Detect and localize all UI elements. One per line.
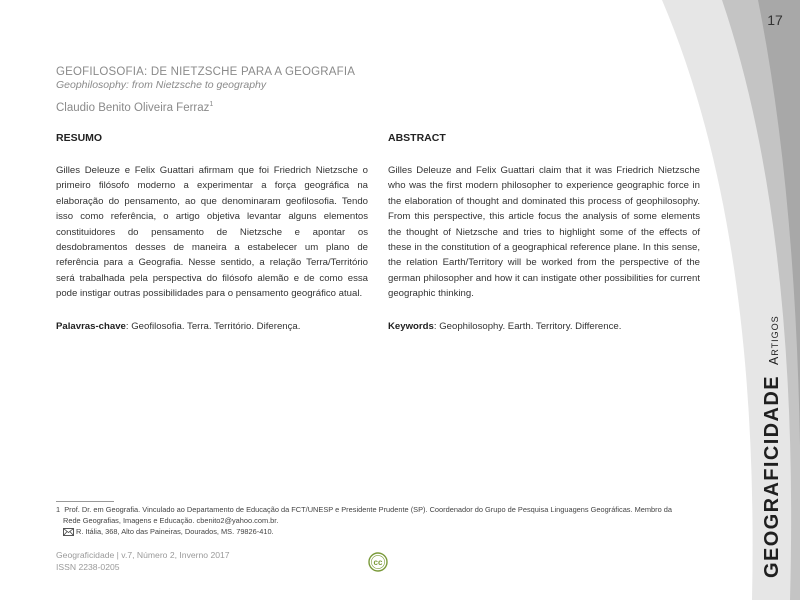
- footnote-line-3: [56, 526, 706, 537]
- abstract-keywords-label: Keywords: [388, 320, 434, 332]
- creative-commons-icon: [368, 552, 388, 572]
- journal-brand-vertical: [761, 315, 784, 578]
- resumo-keywords: [56, 319, 368, 334]
- abstract-body: Gilles Deleuze and Felix Guattari claim that it was Friedrich Nietzsche who was the first modern philosopher to experience geographic force in the elaboration of thought and dominated this process of geophilosophy. From this perspective, this article focus the analysis of some elements the thought of Nietzsche and tries to highlight some of the effects of these in the constitution of a geographical reference plane. In this sense, the relation Earth/Territory will be worked from the perspective of the german philosopher and how it can instigate other possibilities for current geographic thinking.: [388, 165, 700, 300]
- page-number: 17: [767, 12, 783, 28]
- abstract-section: [388, 131, 700, 334]
- journal-issn: ISSN 2238-0205: [56, 562, 120, 572]
- author-name: Claudio Benito Oliveira Ferraz: [56, 101, 210, 114]
- author: [56, 98, 656, 115]
- resumo-section: [56, 131, 368, 334]
- footnote-line-2: Rede Geografias, Imagens e Educação. cbenito2@yahoo.com.br.: [63, 516, 279, 525]
- footnote: [56, 504, 706, 537]
- abstract-heading: ABSTRACT: [388, 132, 446, 144]
- footnote-address: R. Itália, 368, Alto das Paineiras, Dourados, MS. 79826-410.: [76, 527, 274, 536]
- footnote-divider: [56, 501, 114, 502]
- article-title-en: Geophilosophy: from Nietzsche to geography: [56, 79, 267, 91]
- abstract-keywords: [388, 319, 700, 334]
- resumo-body: Gilles Deleuze e Felix Guattari afirmam que foi Friedrich Nietzsche o primeiro filósofo moderno a experimentar a força geográfica na elaboração do pensamento, ao que denominaram geofilosofia. Tendo isso como referência, o artigo objetiva levantar alguns elementos constituidores do pensamento de Nietzsche e apontar os desdobramentos desses de maneira a estabelecer um plano de referência para a Geografia. Nesse sentido, a relação Terra/Território será trabalhada pela perspectiva do filósofo alemão e de como essa pode instigar outras possibilidades para o pensamento geográfico atual.: [56, 165, 368, 300]
- resumo-keywords-label: Palavras-chave: [56, 320, 126, 332]
- author-note-marker: 1: [209, 101, 214, 108]
- footnote-number: 1: [56, 505, 61, 514]
- resumo-keywords-list: : Geofilosofia. Terra. Território. Diferença.: [125, 320, 301, 332]
- cc-label: cc: [373, 558, 383, 567]
- article-title-pt: GEOFILOSOFIA: DE NIETZSCHE PARA A GEOGRAFIA: [56, 66, 356, 78]
- resumo-heading: RESUMO: [56, 132, 103, 144]
- footnote-line-1: [56, 504, 706, 515]
- brand-name: GEOGRAFICIDADE: [761, 375, 783, 578]
- article-header: [56, 66, 656, 115]
- journal-info: [56, 549, 230, 573]
- journal-citation: Geograficidade | v.7, Número 2, Inverno 2017: [56, 550, 230, 560]
- mail-icon: [63, 528, 74, 536]
- abstract-keywords-list: : Geophilosophy. Earth. Territory. Difference.: [433, 320, 622, 332]
- footnote-text-1: Prof. Dr. em Geografia. Vinculado ao Departamento de Educação da FCT/UNESP e Presidente Prudente (SP). Coordenador do Grupo de Pesquisa Linguagens Geográficas. Membro da: [64, 505, 672, 514]
- brand-section: Artigos: [767, 315, 781, 366]
